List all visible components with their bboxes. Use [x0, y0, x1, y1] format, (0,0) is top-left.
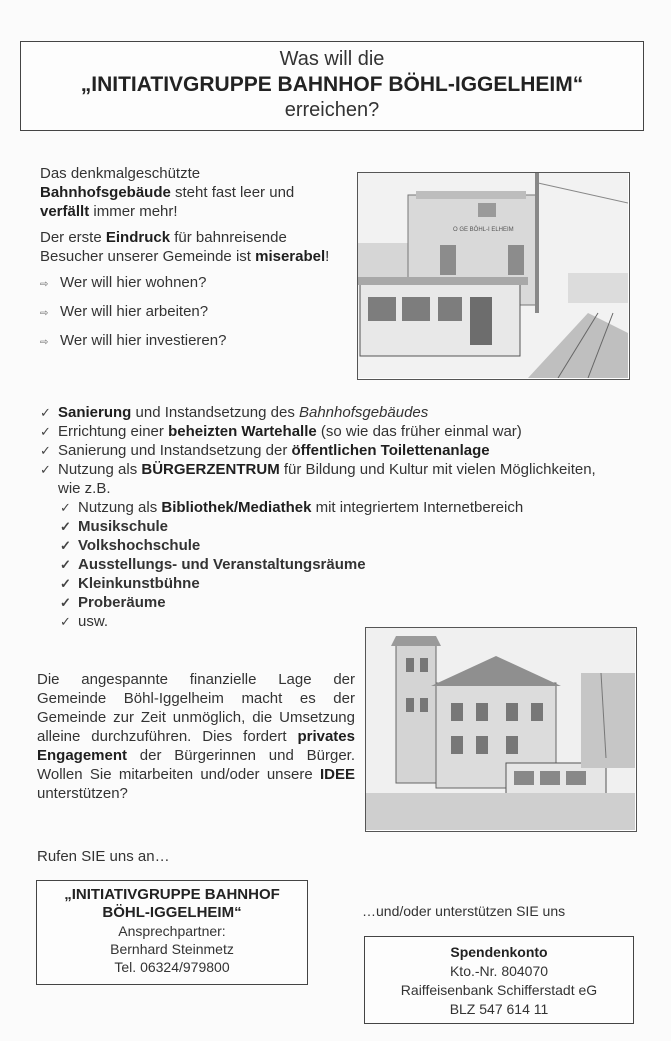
goal-item [40, 422, 650, 441]
goal-bold: Sanierung [58, 404, 132, 421]
check-icon: ✓ [60, 538, 71, 553]
goal-text: für Bildung und Kultur mit vielen Möglichkeiten, wie z.B. [58, 461, 596, 497]
subgoal-item [60, 498, 650, 517]
financial-text3: unterstützen? [37, 785, 128, 802]
subgoal-item [60, 555, 650, 574]
goal-item [40, 441, 650, 460]
goal-text: Errichtung einer [58, 423, 169, 440]
goal-text: (so wie das früher einmal war) [316, 423, 522, 440]
intro-p2-bold: Eindruck [105, 229, 171, 246]
contact-box [36, 880, 308, 985]
goal-item [40, 460, 598, 498]
donation-blz: BLZ 547 614 11 [449, 1001, 549, 1017]
subgoal-item [60, 593, 650, 612]
donation-box [364, 936, 634, 1024]
subgoal-item [60, 536, 650, 555]
goal-bold: beheizten Wartehalle [168, 423, 317, 440]
check-icon: ✓ [40, 405, 51, 420]
intro-p1-bold2: verfällt [40, 203, 90, 220]
intro-p2-text3: ! [325, 248, 330, 265]
title-box [20, 41, 644, 131]
subgoal-text: Proberäume [78, 594, 166, 611]
title-line-2: „INITIATIVGRUPPE BAHNHOF BÖHL-IGGELHEIM“ [80, 73, 584, 96]
title-line-3: erreichen? [284, 99, 380, 121]
check-icon: ✓ [60, 614, 71, 629]
subgoal-text: Volkshochschule [78, 537, 201, 554]
contact-phone: Tel. 06324/979800 [114, 959, 230, 975]
subgoal-text: Ausstellungs- und Veranstaltungsräume [78, 556, 366, 573]
financial-text: Die angespannte finanzielle Lage der Gemeinde Böhl-Iggelheim macht es der Gemeinde zur Zeit unmöglich, die Umsetzung alleine durchzuführen. Dies fordert [37, 671, 355, 745]
check-icon: ✓ [60, 519, 71, 534]
subgoal-item [60, 574, 650, 593]
support-text: …und/oder unterstützen SIE uns [362, 903, 566, 919]
building-exterior-photo-image [366, 628, 635, 830]
financial-text2: der Bürgerinnen und Bürger. Wollen Sie mitarbeiten und/oder unsere [37, 747, 355, 783]
intro-section [40, 164, 345, 360]
check-icon: ✓ [60, 595, 71, 610]
check-icon: ✓ [40, 443, 51, 458]
donation-account: Kto.-Nr. 804070 [449, 963, 549, 979]
financial-bold: privates Engagement [37, 728, 355, 764]
goal-bold: öffentlichen Toilettenanlage [291, 442, 490, 459]
building-exterior-photo [365, 627, 637, 832]
subgoal-text: Musikschule [78, 518, 169, 535]
goals-checklist [40, 403, 650, 631]
question-list [40, 273, 345, 352]
contact-org-line-1: „INITIATIVGRUPPE BAHNHOF [64, 886, 280, 903]
subgoal-text: usw. [78, 613, 109, 630]
goal-text: und Instandsetzung des [131, 404, 299, 421]
contact-label: Ansprechpartner: [118, 923, 226, 939]
donation-bank: Raiffeisenbank Schifferstadt eG [400, 982, 598, 998]
check-icon: ✓ [60, 557, 71, 572]
goal-italic: Bahnhofsgebäudes [298, 404, 429, 421]
question-item [40, 331, 345, 352]
call-us-text: Rufen SIE uns an… [37, 848, 170, 865]
station-building-photo [357, 172, 630, 380]
intro-p2-text: Der erste [40, 229, 106, 246]
subgoal-text: mit integriertem Internetbereich [311, 499, 524, 516]
goal-text: Nutzung als [58, 461, 142, 478]
station-building-photo-image [358, 173, 628, 378]
question-item [40, 273, 345, 294]
financial-paragraph [37, 670, 355, 803]
question-text: Wer will hier arbeiten? [60, 303, 209, 320]
subgoal-bold: Bibliothek/Mediathek [161, 499, 312, 516]
goal-text: Sanierung und Instandsetzung der [58, 442, 292, 459]
question-text: Wer will hier wohnen? [60, 274, 207, 291]
goal-item [40, 403, 650, 422]
intro-p1-bold: Bahnhofsgebäude [40, 184, 171, 201]
check-icon: ✓ [60, 500, 71, 515]
contact-name: Bernhard Steinmetz [110, 941, 234, 957]
subgoal-item [60, 517, 650, 536]
check-icon: ✓ [40, 462, 51, 477]
donation-title: Spendenkonto [450, 944, 548, 960]
check-icon: ✓ [40, 424, 51, 439]
title-line-1: Was will die [279, 48, 385, 70]
subgoal-text: Kleinkunstbühne [78, 575, 200, 592]
question-text: Wer will hier investieren? [60, 332, 227, 349]
intro-p2-bold2: miserabel [255, 248, 326, 265]
subgoal-text: Nutzung als [78, 499, 162, 516]
contact-org-line-2: BÖHL-IGGELHEIM“ [102, 904, 242, 921]
goal-bold: BÜRGERZENTRUM [141, 461, 280, 478]
arrow-icon: ⇨ [40, 337, 49, 348]
arrow-icon: ⇨ [40, 308, 49, 319]
intro-paragraph-1 [40, 164, 345, 221]
financial-bold2: IDEE [319, 766, 355, 783]
intro-p1-text3: immer mehr! [89, 203, 178, 220]
station-sign: O GE BÖHL-I ELHEIM [453, 227, 514, 233]
goals-list [40, 403, 650, 498]
check-icon: ✓ [60, 576, 71, 591]
arrow-icon: ⇨ [40, 279, 49, 290]
question-item [40, 302, 345, 323]
intro-p1-text: Das denkmalgeschützte [40, 165, 201, 182]
intro-p1-text2: steht fast leer und [170, 184, 295, 201]
intro-paragraph-2 [40, 228, 345, 266]
goals-sublist [60, 498, 650, 631]
intro-p2-text2: für bahnreisende Besucher unserer Gemeinde ist [40, 229, 287, 265]
